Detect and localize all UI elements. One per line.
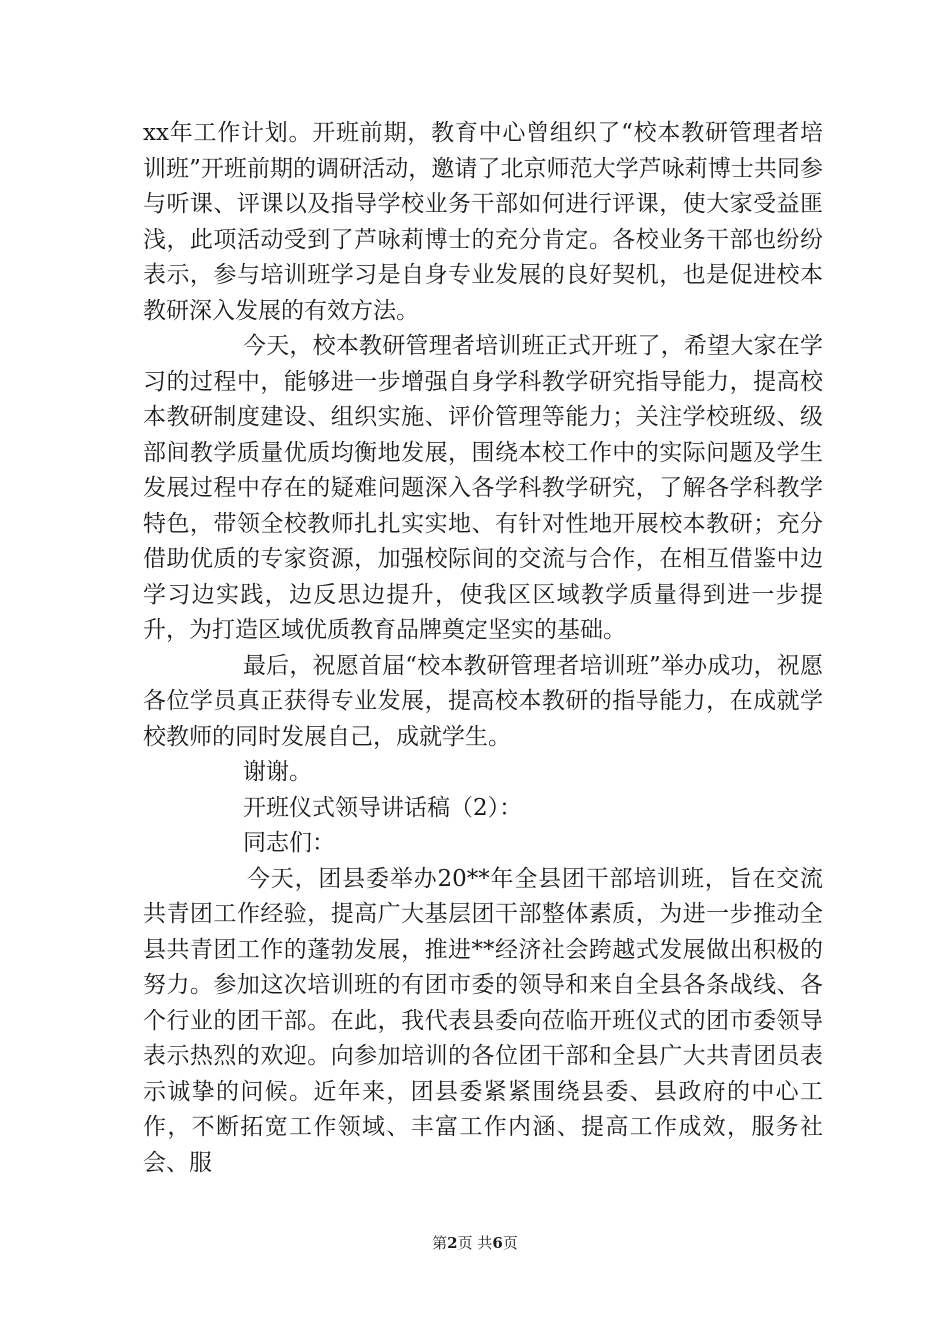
paragraph-2: 今天，校本教研管理者培训班正式开班了，希望大家在学习的过程中，能够进一步增强自身学科教学研究指导能力，提高校本教研制度建设、组织实施、评价管理等能力；关注学校班级、级部间教学质量优质均衡地发展，围绕本校工作中的实际问题及学生发展过程中存在的疑难问题深入各学科教学研究，了解各学科教学特色，带领全校教师扎扎实实地、有针对性地开展校本教研；充分借助优质的专家资源，加强校际间的交流与合作，在相互借鉴中边学习边实践，边反思边提升，使我区区域教学质量得到进一步提升，为打造区域优质教育品牌奠定坚实的基础。 — [143, 333, 823, 643]
footer-middle: 页 共 — [457, 1234, 493, 1252]
footer-suffix: 页 — [502, 1234, 518, 1252]
document-body — [143, 116, 823, 1181]
paragraph-7: 今天，团县委举办20**年全县团干部培训班，旨在交流共青团工作经验，提高广大基层团干部整体素质，为进一步推动全县共青团工作的蓬勃发展，推进**经济社会跨越式发展做出积极的努力。参加这次培训班的有团市委的领导和来自全县各条战线、各个行业的团干部。在此，我代表县委向莅临开班仪式的团市委领导表示热烈的欢迎。向参加培训的各位团干部和全县广大共青团员表示诚挚的问候。近年来，团县委紧紧围绕县委、县政府的中心工作，不断拓宽工作领域、丰富工作内涵、提高工作成效，服务社会、服 — [143, 865, 823, 1176]
paragraph-4: 谢谢。 — [243, 759, 312, 785]
paragraph-3: 最后，祝愿首届“校本教研管理者培训班”举办成功，祝愿各位学员真正获得专业发展，提高校本教研的指导能力，在成就学校教师的同时发展自己，成就学生。 — [143, 652, 823, 750]
footer-total-pages: 6 — [492, 1234, 503, 1252]
paragraph-1: xx年工作计划。开班前期，教育中心曾组织了“校本教研管理者培训班”开班前期的调研活动，邀请了北京师范大学芦咏莉博士共同参与听课、评课以及指导学校业务干部如何进行评课，使大家受益匪浅，此项活动受到了芦咏莉博士的充分肯定。各校业务干部也纷纷表示，参与培训班学习是自身专业发展的良好契机，也是促进校本教研深入发展的有效方法。 — [143, 120, 823, 324]
page-footer — [0, 1232, 950, 1253]
paragraph-5: 开班仪式领导讲话稿（2）： — [243, 794, 523, 821]
footer-current-page: 2 — [447, 1234, 458, 1252]
footer-prefix: 第 — [432, 1234, 448, 1252]
paragraph-6: 同志们： — [243, 830, 335, 856]
